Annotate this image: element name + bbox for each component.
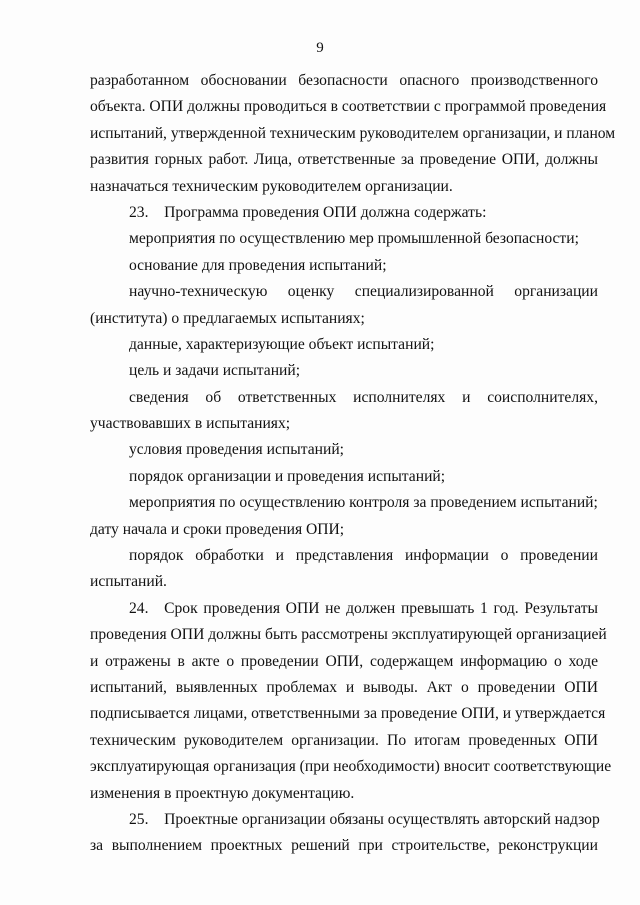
text-line: мероприятия по осуществлению мер промышленной безопасности; [129,230,579,248]
text-line: мероприятия по осуществлению контроля за проведением испытаний; [129,494,598,512]
text-line: основание для проведения испытаний; [129,256,387,274]
text-line: изменения в проектную документацию. [90,784,355,802]
text-line: 24. Срок проведения ОПИ не должен превышать 1 год. Результаты [129,599,598,617]
text-line: научно-техническую оценку специализированной организации [129,283,598,301]
text-line: (института) о предлагаемых испытаниях; [90,309,365,327]
text-line: цель и задачи испытаний; [129,362,301,380]
text-line: развития горных работ. Лица, ответственные за проведение ОПИ, должны [90,151,598,169]
text-line: испытаний. [90,573,167,591]
text-line: за выполнением проектных решений при строительстве, реконструкции [90,837,598,855]
text-line: проведения ОПИ должны быть рассмотрены эксплуатирующей организацией [90,626,607,644]
text-line: 25. Проектные организации обязаны осуществлять авторский надзор [129,810,600,828]
text-line: порядок организации и проведения испытаний; [129,467,446,485]
text-line: эксплуатирующая организация (при необходимости) вносит соответствующие [90,758,612,776]
text-line: участвовавших в испытаниях; [90,415,291,433]
text-line: разработанном обосновании безопасности опасного производственного [90,72,598,89]
text-line: сведения об ответственных исполнителях и соисполнителях, [129,388,598,406]
text-line: назначаться техническим руководителем организации. [90,177,453,195]
text-line: техническим руководителем организации. По итогам проведенных ОПИ [90,731,598,749]
text-line: объекта. ОПИ должны проводиться в соответствии с программой проведения [90,98,607,116]
text-line: данные, характеризующие объект испытаний; [129,335,435,353]
document-body [90,68,616,860]
page-number: 9 [316,40,324,56]
text-line: и отражены в акте о проведении ОПИ, содержащем информацию о ходе [90,652,598,670]
text-line: испытаний, утвержденной техническим руководителем организации, и планом [90,124,616,142]
text-line: испытаний, выявленных проблемах и выводы. Акт о проведении ОПИ [90,678,598,696]
text-line: подписывается лицами, ответственными за проведение ОПИ, и утверждается [90,705,606,723]
text-line: условия проведения испытаний; [129,441,345,459]
text-line: порядок обработки и представления информации о проведении [129,547,598,565]
text-line: 23. Программа проведения ОПИ должна содержать: [129,203,487,221]
text-line: дату начала и сроки проведения ОПИ; [90,520,345,538]
